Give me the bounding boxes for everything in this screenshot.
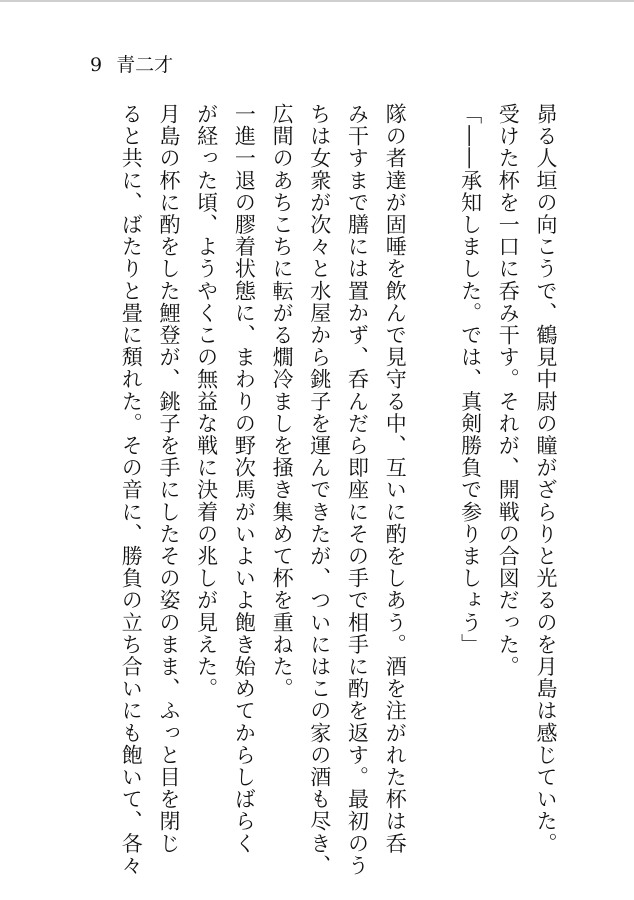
vertical-body-text	[112, 103, 564, 877]
text-line: 隊の者達が固唾を飲んで見守る中、互いに酌をしあう。酒を注がれた杯は呑	[383, 103, 408, 855]
text-line: ちは女衆が次々と水屋から銚子を運んできたが、ついにはこの家の酒も尽き、	[307, 103, 332, 877]
text-line: 月島の杯に酌をした鯉登が、銚子を手にしたその姿のまま、ふっと目を閉じ	[156, 103, 181, 855]
running-header	[90, 50, 173, 77]
text-line: 受けた杯を一口に呑み干す。それが、開戦の合図だった。	[496, 103, 521, 678]
page-number: 9	[90, 54, 103, 76]
text-line: 昴る人垣の向こうで、鶴見中尉の瞳がざらりと光るのを月島は感じていた。	[534, 103, 558, 855]
top-border	[0, 0, 634, 2]
text-line: 一進一退の膠着状態に、まわりの野次馬がいよいよ飽き始めてからしばらく	[232, 103, 257, 855]
chapter-title: 青二才	[116, 54, 174, 76]
text-line: が経った頃、ようやくこの無益な戦に決着の兆しが見えた。	[194, 103, 219, 700]
text-line: 「――承知しました。では、真剣勝負で参りましょう」	[458, 103, 483, 656]
text-line: 広間のあちこちに転がる燗冷ましを掻き集めて杯を重ねた。	[270, 103, 295, 700]
blank-line	[413, 103, 451, 863]
text-line: ると共に、ばたりと畳に頽れた。その音に、勝負の立ち合いにも飽いて、各々	[119, 103, 144, 877]
text-line: み干すまで膳には置かず、呑んだら即座にその手で相手に酌を返す。最初のう	[345, 103, 370, 877]
